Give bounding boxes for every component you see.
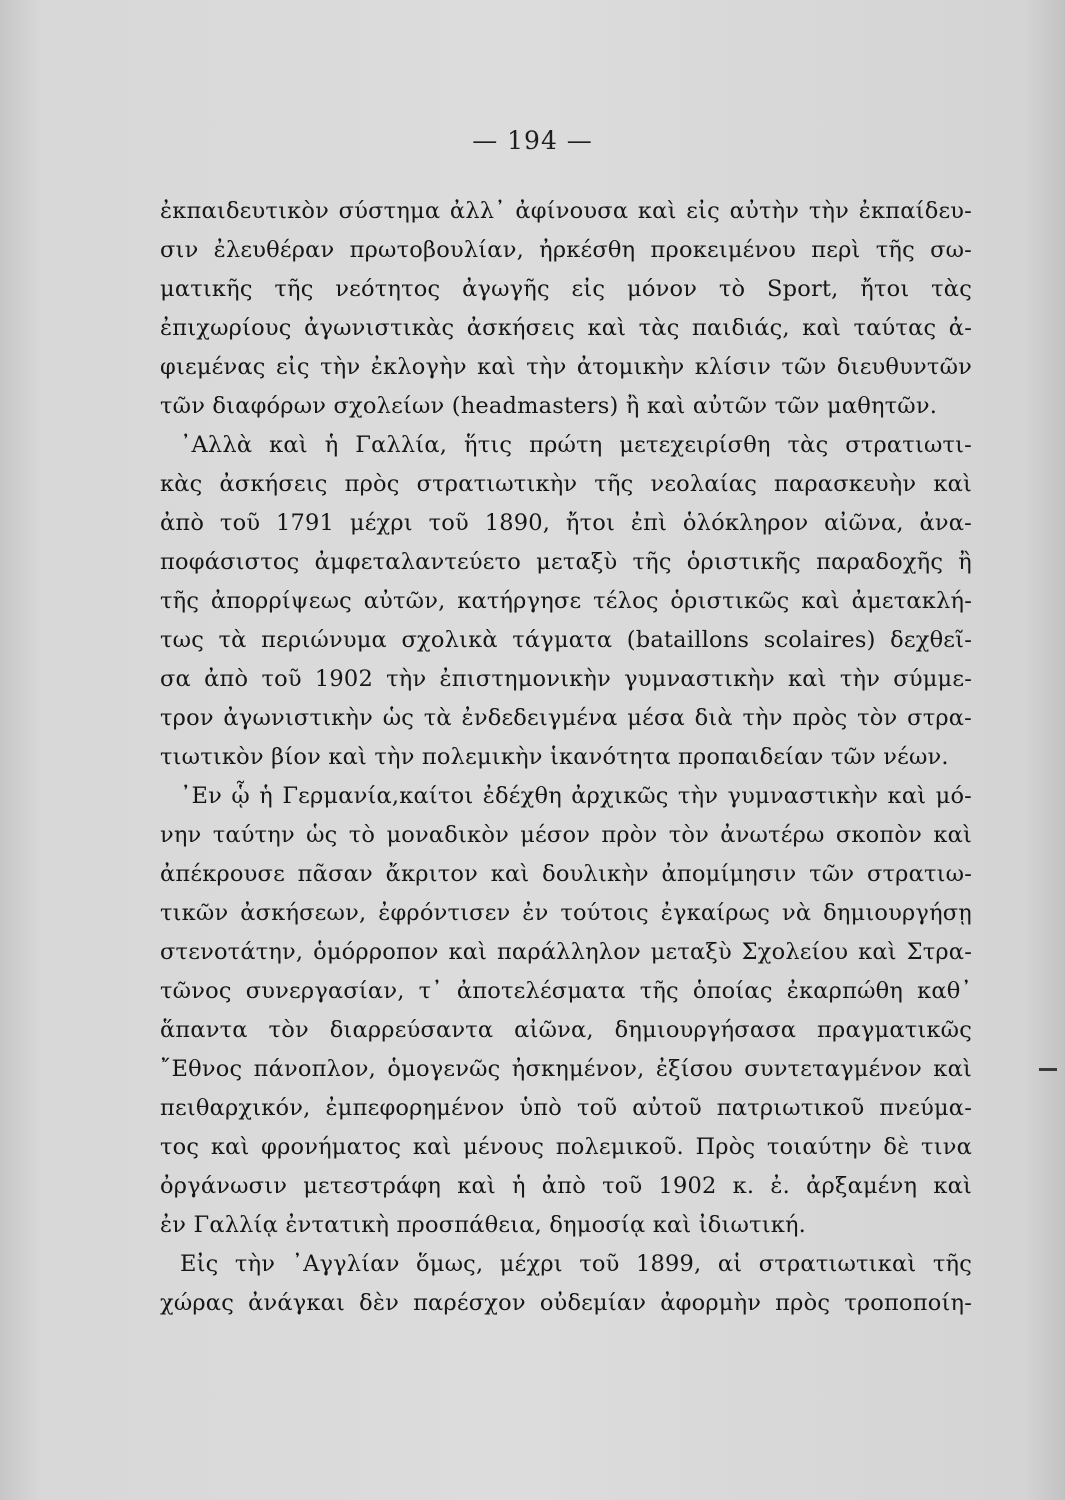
text-line: τικῶν ἀσκήσεων, ἐφρόντισεν ἐν τούτοις ἐγκαίρως νὰ δημιουργήσῃ	[160, 900, 972, 926]
text-line: τως τὰ περιώνυμα σχολικὰ τάγματα (bataillons scolaires) δεχθεῖ-	[160, 627, 972, 653]
body-text	[160, 192, 972, 1323]
text-line: ποφάσιστος ἀμφεταλαντεύετο μεταξὺ τῆς ὁριστικῆς παραδοχῆς ἢ	[160, 549, 972, 575]
text-line: φιεμένας εἰς τὴν ἐκλογὴν καὶ τὴν ἀτομικὴν κλίσιν τῶν διευθυντῶν	[160, 354, 972, 380]
text-line: ὀργάνωσιν μετεστράφη καὶ ἡ ἀπὸ τοῦ 1902 κ. ἐ. ἀρξαμένη καὶ	[160, 1173, 972, 1199]
text-line: χώρας ἀνάγκαι δὲν παρέσχον οὐδεμίαν ἀφορμὴν πρὸς τροποποίη-	[160, 1290, 972, 1316]
text-line: ἅπαντα τὸν διαρρεύσαντα αἰῶνα, δημιουργήσασα πραγματικῶς	[160, 1017, 972, 1043]
text-line: ἐκπαιδευτικὸν σύστημα ἀλλ᾽ ἀφίνουσα καὶ εἰς αὐτὴν τὴν ἐκπαίδευ-	[160, 198, 972, 224]
text-line: τος καὶ φρονήματος καὶ μένους πολεμικοῦ. Πρὸς τοιαύτην δὲ τινα	[160, 1134, 972, 1160]
text-line: σα ἀπὸ τοῦ 1902 τὴν ἐπιστημονικὴν γυμναστικὴν καὶ τὴν σύμμε-	[160, 666, 972, 692]
text-line: τῆς ἀπορρίψεως αὐτῶν, κατήργησε τέλος ὁριστικῶς καὶ ἀμετακλή-	[160, 588, 972, 614]
text-line: ἀπὸ τοῦ 1791 μέχρι τοῦ 1890, ἤτοι ἐπὶ ὁλόκληρον αἰῶνα, ἀνα-	[160, 510, 972, 536]
text-line: σιν ἐλευθέραν πρωτοβουλίαν, ἠρκέσθη προκειμένου περὶ τῆς σω-	[160, 237, 972, 263]
margin-mark	[1039, 1068, 1057, 1071]
text-line: τρον ἀγωνιστικὴν ὡς τὰ ἐνδεδειγμένα μέσα διὰ τὴν πρὸς τὸν στρα-	[160, 705, 972, 731]
text-line: κὰς ἀσκήσεις πρὸς στρατιωτικὴν τῆς νεολαίας παρασκευὴν καὶ	[160, 471, 972, 497]
text-line: ῎Εθνος πάνοπλον, ὁμογενῶς ἠσκημένον, ἐξίσου συντεταγμένον καὶ	[160, 1056, 972, 1082]
text-line: στενοτάτην, ὁμόρροπον καὶ παράλληλον μεταξὺ Σχολείου καὶ Στρα-	[160, 939, 972, 965]
text-line: Εἰς τὴν ᾽Αγγλίαν ὅμως, μέχρι τοῦ 1899, αἱ στρατιωτικαὶ τῆς	[180, 1251, 972, 1277]
text-line: ἐν Γαλλίᾳ ἐντατικὴ προσπάθεια, δημοσίᾳ καὶ ἰδιωτική.	[160, 1212, 807, 1238]
text-line: ᾽Εν ᾧ ἡ Γερμανία,καίτοι ἐδέχθη ἀρχικῶς τὴν γυμναστικὴν καὶ μό-	[180, 783, 972, 809]
text-line: τῶν διαφόρων σχολείων (headmasters) ἢ καὶ αὐτῶν τῶν μαθητῶν.	[160, 393, 938, 419]
text-line: ἐπιχωρίους ἀγωνιστικὰς ἀσκήσεις καὶ τὰς παιδιάς, καὶ ταύτας ἀ-	[160, 315, 972, 341]
text-line: πειθαρχικόν, ἐμπεφορημένον ὑπὸ τοῦ αὐτοῦ πατριωτικοῦ πνεύμα-	[160, 1095, 972, 1121]
text-line: τῶνος συνεργασίαν, τ᾽ ἀποτελέσματα τῆς ὁποίας ἐκαρπώθη καθ᾽	[160, 978, 972, 1004]
text-line: τιωτικὸν βίον καὶ τὴν πολεμικὴν ἱκανότητα προπαιδείαν τῶν νέων.	[160, 744, 949, 770]
text-line: ματικῆς τῆς νεότητος ἀγωγῆς εἰς μόνον τὸ Sport, ἤτοι τὰς	[160, 276, 972, 302]
text-line: ᾽Αλλὰ καὶ ἡ Γαλλία, ἥτις πρώτη μετεχειρίσθη τὰς στρατιωτι-	[180, 432, 972, 458]
text-line: νην ταύτην ὡς τὸ μοναδικὸν μέσον πρὸν τὸν ἀνωτέρω σκοπὸν καὶ	[160, 822, 972, 848]
page-number: — 194 —	[472, 126, 593, 155]
text-line: ἀπέκρουσε πᾶσαν ἄκριτον καὶ δουλικὴν ἀπομίμησιν τῶν στρατιω-	[160, 861, 972, 887]
